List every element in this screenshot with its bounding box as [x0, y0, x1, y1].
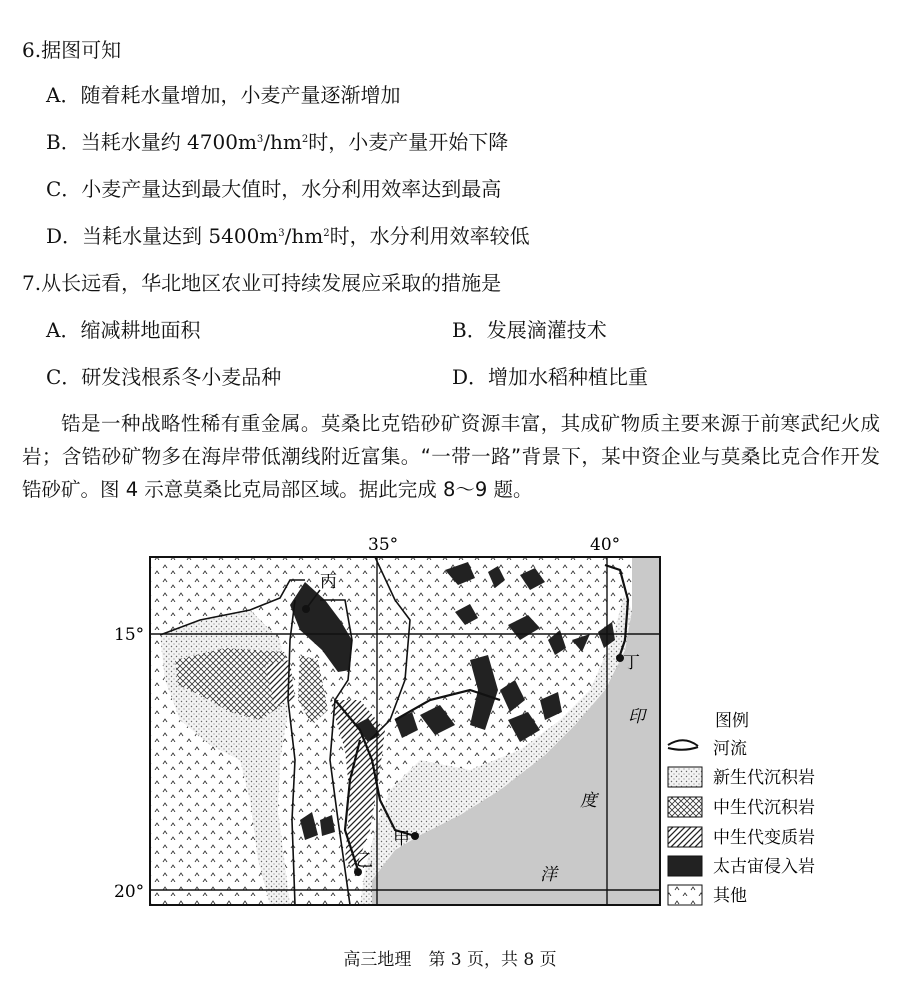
page-footer: 高三地理 第 3 页，共 8 页 — [343, 950, 557, 970]
q6-option-a: A．随着耗水量增加，小麦产量逐渐增加 — [46, 83, 401, 107]
legend-cenozoic-swatch — [668, 767, 702, 787]
ocean-char-1: 印 — [628, 707, 645, 727]
map-legend — [668, 711, 815, 906]
legend-item-other: 其他 — [713, 886, 747, 906]
lat-label-20: 20° — [114, 882, 145, 902]
legend-item-archean-intrusive: 太古宙侵入岩 — [713, 857, 815, 877]
lon-label-40: 40° — [590, 535, 621, 555]
legend-title: 图例 — [715, 711, 749, 731]
q7-option-b: B．发展滴灌技术 — [452, 318, 607, 342]
legend-item-mesozoic-metamorphic: 中生代变质岩 — [713, 828, 815, 848]
legend-mesozoic-sediment-swatch — [668, 797, 702, 817]
q7-option-a: A．缩减耕地面积 — [46, 318, 201, 342]
place-bing-label: 丙 — [320, 572, 337, 592]
legend-item-river: 河流 — [713, 739, 747, 759]
q6-option-d: D．当耗水量达到 $5400m^3/hm^2$时，水分利用效率较低 — [46, 224, 530, 248]
intro-paragraph: 锆是一种战略性稀有重金属。莫桑比克锆砂矿资源丰富，其成矿物质主要来源于前寒武纪火成岩；含锆砂矿物多在海岸带低潮线附近富集。“一带一路”背景下，某中资企业与莫桑比克合作开发锆砂矿。图 4 示意莫桑比克局部区域。据此完成 8～9 题。 — [22, 412, 880, 501]
place-jia-label: 甲 — [393, 829, 410, 849]
q6-option-b: B．当耗水量约 $4700m^3/hm^2$时，小麦产量开始下降 — [46, 130, 509, 154]
legend-river-symbol — [668, 740, 698, 750]
legend-mesozoic-metamorphic-swatch — [668, 827, 702, 847]
q6-stem: 6.据图可知 — [22, 38, 122, 62]
q6-option-c: C．小麦产量达到最大值时，水分利用效率达到最高 — [46, 177, 502, 201]
q7-option-d: D．增加水稻种植比重 — [452, 365, 649, 389]
place-yi-label: 乙 — [356, 851, 373, 871]
place-ding-label: 丁 — [623, 653, 640, 673]
lon-label-35: 35° — [368, 535, 399, 555]
legend-archean-swatch — [668, 856, 702, 876]
ocean-char-3: 洋 — [540, 865, 557, 885]
q7-option-c: C．研发浅根系冬小麦品种 — [46, 365, 282, 389]
place-jia-dot — [411, 832, 419, 840]
q7-stem: 7.从长远看，华北地区农业可持续发展应采取的措施是 — [22, 271, 502, 295]
lat-label-15: 15° — [114, 625, 145, 645]
ocean-char-2: 度 — [580, 791, 597, 811]
legend-other-swatch — [668, 885, 702, 905]
legend-item-cenozoic-sediment: 新生代沉积岩 — [713, 768, 815, 788]
mozambique-map — [0, 520, 900, 940]
legend-item-mesozoic-sediment: 中生代沉积岩 — [713, 798, 815, 818]
